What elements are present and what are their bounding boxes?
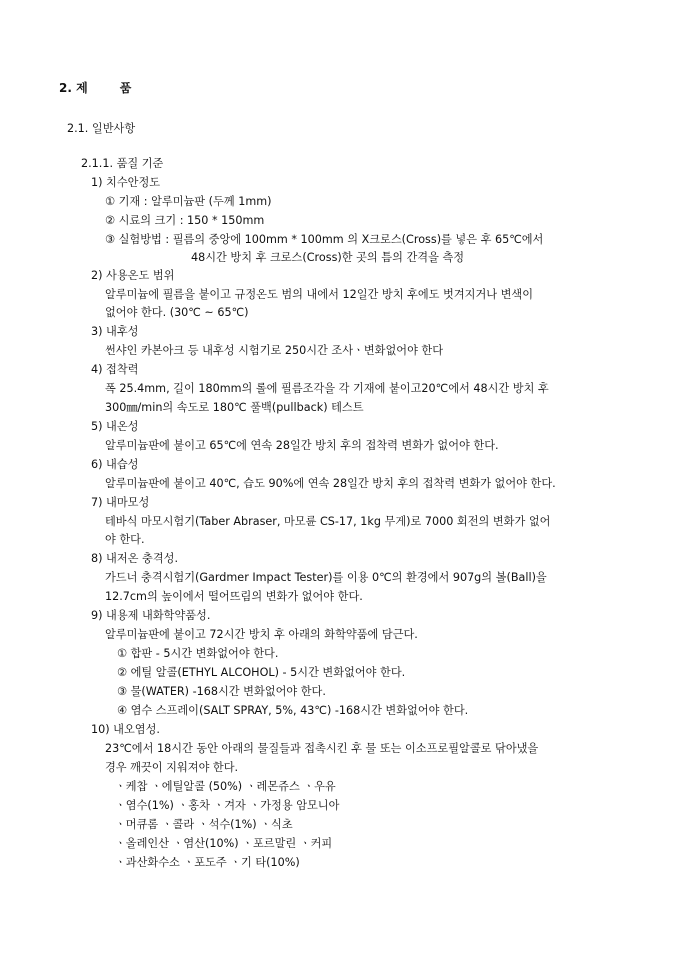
item-1-line-4: 48시간 방치 후 크로스(Cross)한 곳의 틈의 간격을 측정 [191, 251, 465, 264]
section-heading: 2.1. 일반사항 [67, 122, 136, 135]
chapter-title-suffix: 품 [119, 81, 132, 95]
item-8-line-2: 12.7cm의 높이에서 떨어뜨림의 변화가 없어야 한다. [105, 590, 363, 603]
item-10-bullets-2: ㆍ염수(1%) ㆍ홍차 ㆍ겨자 ㆍ가정용 암모니아 [115, 799, 340, 812]
item-3-line-1: 썬샤인 카본아크 등 내후성 시험기로 250시간 조사ㆍ변화없어야 한다 [105, 344, 444, 357]
item-8-line-1: 가드너 충격시험기(Gardmer Impact Tester)를 이용 0℃의 환경에서 907g의 볼(Ball)을 [105, 571, 547, 584]
item-5-line-1: 알루미늄판에 붙이고 65℃에 연속 28일간 방치 후의 접착력 변화가 없어야 한다. [105, 439, 499, 452]
item-1-title: 1) 치수안정도 [91, 176, 161, 189]
item-10-bullets-4: ㆍ올레인산 ㆍ염산(10%) ㆍ포르말린 ㆍ커피 [115, 837, 333, 850]
item-2-title: 2) 사용온도 범위 [91, 269, 175, 282]
item-9-line-1: 알루미늄판에 붙이고 72시간 방치 후 아래의 화학약품에 담근다. [105, 628, 418, 641]
item-1-line-1: ① 기재 : 알루미늄판 (두께 1mm) [105, 195, 272, 208]
item-10-line-2: 경우 깨끗이 지워져야 한다. [105, 761, 239, 774]
item-4-line-2: 300㎜/min의 속도로 180℃ 풀백(pullback) 테스트 [105, 401, 364, 414]
item-10-bullets-3: ㆍ머큐롬 ㆍ콜라 ㆍ석수(1%) ㆍ식초 [115, 818, 293, 831]
item-10-line-1: 23℃에서 18시간 동안 아래의 물질들과 접촉시킨 후 물 또는 이소프로필알콜로 닦아냈을 [105, 742, 539, 755]
item-6-line-1: 알루미늄판에 붙이고 40℃, 습도 90%에 연속 28일간 방치 후의 접착력 변화가 없어야 한다. [105, 477, 556, 490]
chapter-number: 2. 제 [59, 81, 88, 95]
item-3-title: 3) 내후성 [91, 325, 139, 338]
item-5-title: 5) 내온성 [91, 420, 139, 433]
item-1-line-3: ③ 실험방법 : 필름의 중앙에 100mm * 100mm 의 X크로스(Cross)를 넣은 후 65℃에서 [105, 233, 544, 246]
item-7-line-2: 야 한다. [105, 533, 145, 546]
item-1-line-2: ② 시료의 크기 : 150 * 150mm [105, 214, 265, 227]
item-7-title: 7) 내마모성 [91, 496, 150, 509]
item-9-sub-2: ② 에틸 알콜(ETHYL ALCOHOL) - 5시간 변화없어야 한다. [117, 666, 406, 679]
item-4-title: 4) 접착력 [91, 363, 139, 376]
item-7-line-1: 테바식 마모시험기(Taber Abraser, 마모륜 CS-17, 1kg 무게)로 7000 회전의 변화가 없어 [105, 515, 551, 528]
subsection-heading: 2.1.1. 품질 기준 [81, 157, 164, 170]
item-10-bullets-1: ㆍ케찹 ㆍ에틸알콜 (50%) ㆍ레몬쥬스 ㆍ우유 [115, 780, 336, 793]
chapter-heading [59, 81, 131, 95]
item-8-title: 8) 내저온 충격성. [91, 552, 178, 565]
item-9-sub-1: ① 합판 - 5시간 변화없어야 한다. [117, 647, 279, 660]
item-2-line-2: 없어야 한다. (30℃ ~ 65℃) [105, 306, 249, 319]
item-9-sub-4: ④ 염수 스프레이(SALT SPRAY, 5%, 43℃) -168시간 변화없어야 한다. [117, 704, 469, 717]
item-2-line-1: 알루미늄에 필름을 붙이고 규정온도 범의 내에서 12일간 방치 후에도 벗겨지거나 변색이 [105, 288, 534, 301]
item-9-sub-3: ③ 물(WATER) -168시간 변화없어야 한다. [117, 685, 326, 698]
item-6-title: 6) 내습성 [91, 458, 139, 471]
item-10-title: 10) 내오염성. [91, 723, 160, 736]
item-10-bullets-5: ㆍ과산화수소 ㆍ포도주 ㆍ기 타(10%) [115, 856, 300, 869]
item-4-line-1: 폭 25.4mm, 길이 180mm의 롤에 필름조각을 각 기재에 붙이고20℃에서 48시간 방치 후 [105, 382, 549, 395]
item-9-title: 9) 내용제 내화학약품성. [91, 609, 211, 622]
